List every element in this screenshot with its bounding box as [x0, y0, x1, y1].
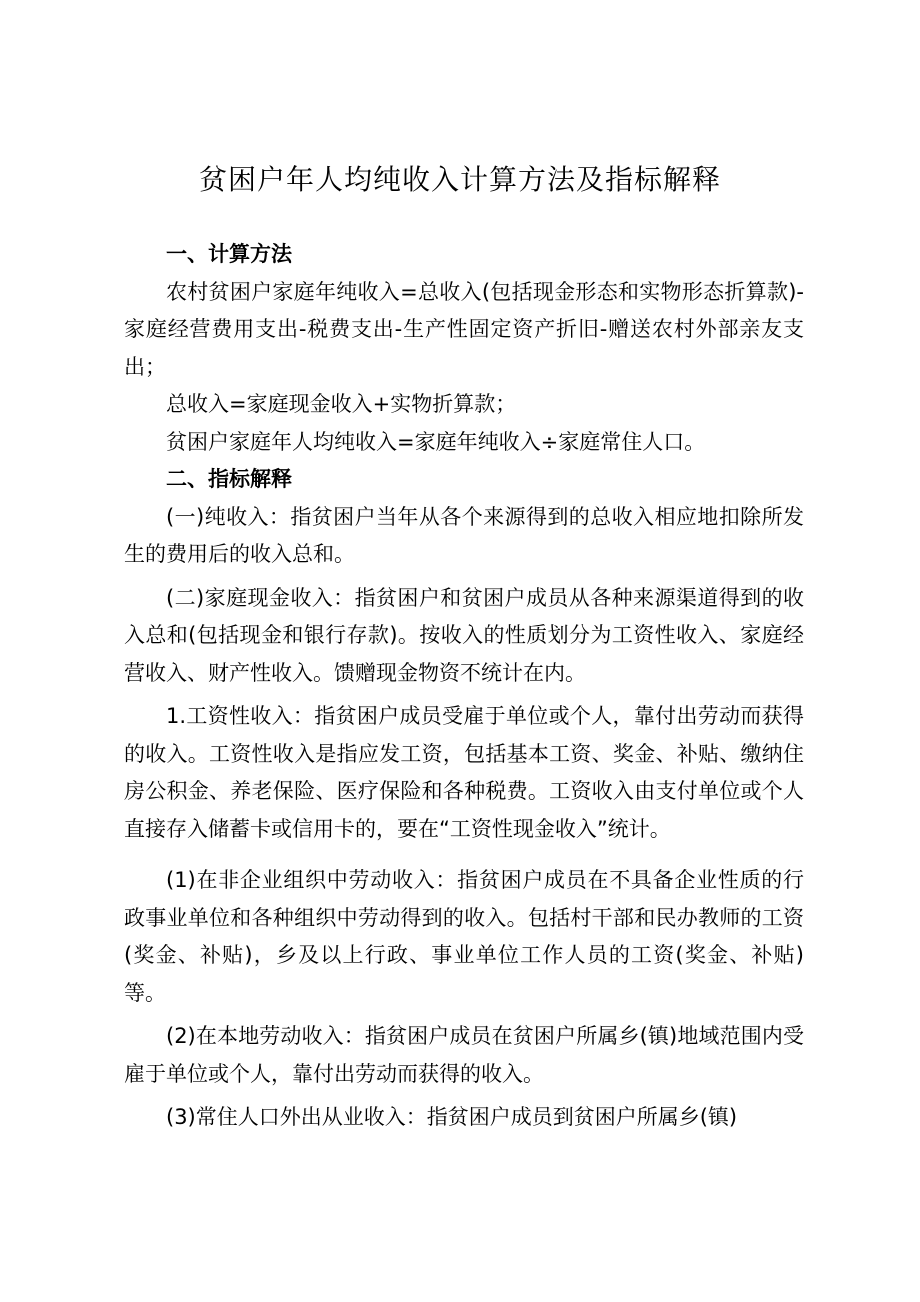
paragraph-wage-income-definition: 1.工资性收入：指贫困户成员受雇于单位或个人，靠付出劳动而获得的收入。工资性收入是指应发工资，包括基本工资、奖金、补贴、缴纳住房公积金、养老保险、医疗保险和各种税费。工资收入由支付单位或个人直接存入储蓄卡或信用卡的，要在“工资性现金收入”统计。: [124, 704, 804, 841]
document-title: 贫困户年人均纯收入计算方法及指标解释: [198, 163, 721, 196]
paragraph-per-capita-formula: 贫困户家庭年人均纯收入=家庭年纯收入÷家庭常住人口。: [166, 429, 706, 454]
section-heading-indicators: 二、指标解释: [166, 467, 292, 491]
paragraph-migrant-income: (3)常住人口外出从业收入：指贫困户成员到贫困户所属乡(镇): [166, 1105, 738, 1129]
paragraph-cash-income-definition: (二)家庭现金收入：指贫困户和贫困户成员从各种来源渠道得到的收入总和(包括现金和银行存款)。按收入的性质划分为工资性收入、家庭经营收入、财产性收入。馈赠现金物资不统计在内。: [124, 585, 804, 685]
paragraph-total-income-formula: 总收入=家庭现金收入+实物折算款；: [166, 392, 517, 416]
paragraph-net-income-formula: 农村贫困户家庭年纯收入=总收入(包括现金形态和实物形态折算款)-家庭经营费用支出-税费支出-生产性固定资产折旧-赠送农村外部亲友支出；: [124, 279, 804, 379]
section-heading-calculation: 一、计算方法: [166, 242, 292, 266]
paragraph-non-enterprise-income: (1)在非企业组织中劳动收入：指贫困户成员在不具备企业性质的行政事业单位和各种组织中劳动得到的收入。包括村干部和民办教师的工资(奖金、补贴)，乡及以上行政、事业单位工作人员的工资(奖金、补贴)等。: [124, 868, 804, 1005]
document-body: [124, 236, 804, 1137]
paragraph-local-labor-income: (2)在本地劳动收入：指贫困户成员在贫困户所属乡(镇)地域范围内受雇于单位或个人，靠付出劳动而获得的收入。: [124, 1024, 804, 1086]
paragraph-net-income-definition: (一)纯收入：指贫困户当年从各个来源得到的总收入相应地扣除所发生的费用后的收入总和。: [124, 504, 804, 566]
